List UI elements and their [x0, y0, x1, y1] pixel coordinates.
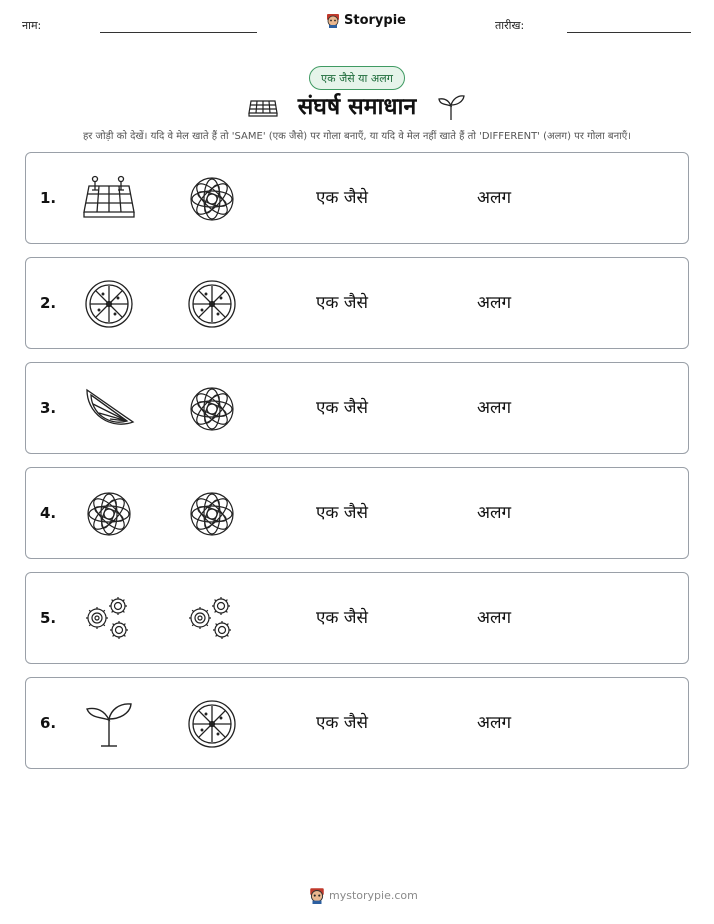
- knot-icon: [81, 489, 137, 539]
- same-option[interactable]: एक जैसे: [316, 503, 368, 523]
- citrus-wedge-icon: [81, 384, 137, 434]
- different-option[interactable]: अलग: [477, 503, 512, 523]
- name-line[interactable]: [100, 32, 257, 33]
- row-number: 4.: [40, 504, 57, 522]
- same-option[interactable]: एक जैसे: [316, 608, 368, 628]
- citrus-slice-icon: [184, 279, 240, 329]
- gears-icon: [81, 594, 137, 644]
- sprout-icon: [81, 699, 137, 749]
- row-number: 6.: [40, 714, 57, 732]
- name-label: नाम:: [22, 19, 42, 32]
- date-line[interactable]: [567, 32, 691, 33]
- citrus-slice-icon: [184, 699, 240, 749]
- knot-icon: [184, 489, 240, 539]
- same-option[interactable]: एक जैसे: [316, 713, 368, 733]
- different-option[interactable]: अलग: [477, 608, 512, 628]
- exercise-row: [25, 362, 689, 454]
- same-option[interactable]: एक जैसे: [316, 293, 368, 313]
- exercise-row: [25, 257, 689, 349]
- exercise-row: [25, 677, 689, 769]
- storypie-mascot-icon: [309, 886, 325, 904]
- same-option[interactable]: एक जैसे: [316, 398, 368, 418]
- footer-url[interactable]: mystorypie.com: [329, 888, 418, 902]
- different-option[interactable]: अलग: [477, 398, 512, 418]
- different-option[interactable]: अलग: [477, 713, 512, 733]
- citrus-slice-icon: [81, 279, 137, 329]
- same-option[interactable]: एक जैसे: [316, 188, 368, 208]
- page-title: संघर्ष समाधान: [297, 94, 417, 120]
- brand-logo: [326, 12, 406, 28]
- different-option[interactable]: अलग: [477, 188, 512, 208]
- instructions: हर जोड़ी को देखें। यदि वे मेल खाते हैं तो 'SAME' (एक जैसे) पर गोला बनाएँ, या यदि वे मेल नहीं खाते हैं तो 'DIFFERENT' (अलग) पर गोला बनाएँ।: [82, 131, 632, 142]
- row-number: 2.: [40, 294, 57, 312]
- sprout-icon: [436, 92, 466, 122]
- brand-name: Storypie: [344, 12, 406, 28]
- knot-icon: [184, 174, 240, 224]
- exercise-row: [25, 572, 689, 664]
- footer: [309, 886, 418, 904]
- topic-badge: एक जैसे या अलग: [309, 66, 405, 90]
- row-number: 1.: [40, 189, 57, 207]
- exercise-row: [25, 152, 689, 244]
- row-number: 3.: [40, 399, 57, 417]
- board-game-icon: [81, 174, 137, 224]
- gears-icon: [184, 594, 240, 644]
- knot-icon: [184, 384, 240, 434]
- storypie-mascot-icon: [326, 12, 340, 28]
- different-option[interactable]: अलग: [477, 293, 512, 313]
- date-label: तारीख:: [495, 19, 525, 32]
- row-number: 5.: [40, 609, 57, 627]
- exercise-row: [25, 467, 689, 559]
